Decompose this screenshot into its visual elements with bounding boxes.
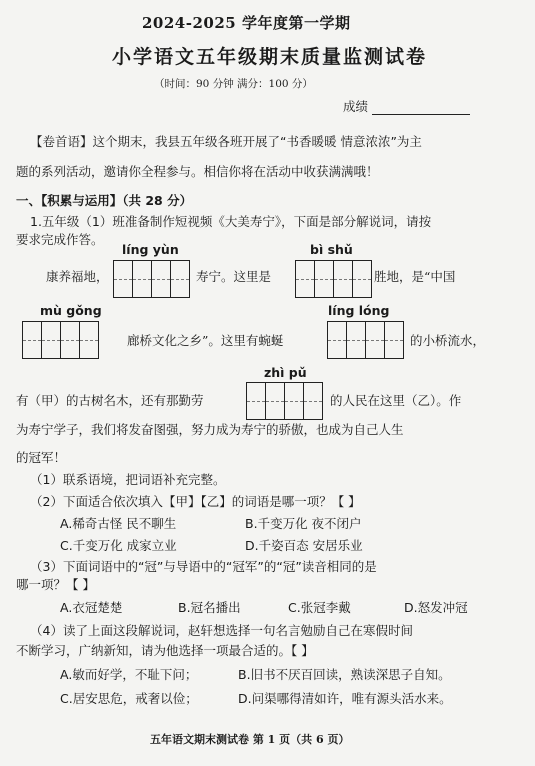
option-text: 稀奇古怪 民不聊生 — [72, 516, 177, 531]
option-text: 居安思危，戒奢以俭； — [72, 691, 198, 706]
option-a[interactable] — [60, 518, 176, 531]
option-text: 衣冠楚楚 — [72, 600, 123, 615]
grid-cell[interactable] — [247, 383, 266, 419]
option-a[interactable] — [60, 669, 197, 682]
passage-text: 胜地，是“中国 — [374, 269, 456, 284]
option-label: B. — [238, 667, 251, 682]
option-label: C. — [60, 691, 73, 706]
option-text: 敏而好学，不耻下问； — [72, 667, 198, 682]
passage-text: 的小桥流水， — [410, 333, 486, 348]
option-text: 千变万化 成家立业 — [72, 538, 177, 553]
grid-cell[interactable] — [353, 261, 371, 297]
score-label: 成绩 — [343, 99, 369, 114]
option-text: 千姿百态 安居乐业 — [258, 538, 363, 553]
sub-question-3-line-1: （3）下面词语中的“冠”与导语中的“冠军”的“冠”读音相同的是 — [30, 559, 377, 574]
option-b[interactable] — [245, 518, 362, 531]
pinyin-zhipu: zhì pǔ — [264, 365, 307, 380]
grid-cell[interactable] — [133, 261, 152, 297]
passage-text: 的人民在这里（乙）。作 — [330, 393, 462, 408]
grid-cell[interactable] — [315, 261, 334, 297]
option-text: 张冠李戴 — [300, 600, 351, 615]
grid-cell[interactable] — [152, 261, 171, 297]
option-label: B. — [245, 516, 258, 531]
passage-text: 为寿宁学子，我们将发奋图强，努力成为寿宁的骄傲，也成为自己人生 — [16, 422, 404, 437]
grid-cell[interactable] — [80, 322, 98, 358]
option-text: 旧书不厌百回读，熟读深思子自知。 — [250, 667, 451, 682]
option-label: A. — [60, 600, 73, 615]
grid-cell[interactable] — [266, 383, 285, 419]
passage-text: 寿宁。这里是 — [196, 269, 272, 284]
page-title: 小学语文五年级期末质量监测试卷 — [112, 46, 428, 68]
pinyin-lingyun: líng yùn — [122, 242, 179, 257]
option-d[interactable] — [238, 693, 452, 706]
option-b[interactable] — [178, 602, 241, 615]
passage-text: 康养福地， — [46, 269, 109, 284]
grid-cell[interactable] — [328, 322, 347, 358]
score-blank[interactable] — [372, 114, 470, 115]
grid-cell[interactable] — [61, 322, 80, 358]
grid-cell[interactable] — [385, 322, 403, 358]
answer-grid-mugong[interactable] — [22, 321, 99, 359]
sub-question-1: （1）联系语境，把词语补充完整。 — [30, 472, 226, 487]
option-label: B. — [178, 600, 191, 615]
option-label: A. — [60, 516, 73, 531]
question-1-line-1: 1.五年级（1）班准备制作短视频《大美寿宁》，下面是部分解说词，请按 — [30, 214, 432, 229]
grid-cell[interactable] — [296, 261, 315, 297]
grid-cell[interactable] — [114, 261, 133, 297]
exam-meta: （时间：90 分钟 满分：100 分） — [154, 78, 313, 90]
pinyin-linglong: líng lóng — [328, 303, 390, 318]
grid-cell[interactable] — [42, 322, 61, 358]
sub-question-3-line-2: 哪一项？【 】 — [16, 577, 95, 592]
intro-line-2: 题的系列活动，邀请你全程参与。相信你将在活动中收获满满哦！ — [16, 164, 379, 179]
option-c[interactable] — [288, 602, 351, 615]
pinyin-bishu: bì shǔ — [310, 242, 353, 257]
answer-grid-linglong[interactable] — [327, 321, 404, 359]
option-label: C. — [60, 538, 73, 553]
option-label: A. — [60, 667, 73, 682]
sub-question-2: （2）下面适合依次填入【甲】【乙】的词语是哪一项？【 】 — [30, 494, 361, 509]
option-b[interactable] — [238, 669, 451, 682]
option-text: 问渠哪得清如许，唯有源头活水来。 — [251, 691, 452, 706]
option-c[interactable] — [60, 540, 177, 553]
passage-text: 的冠军！ — [16, 450, 67, 465]
option-label: D. — [245, 538, 259, 553]
option-text: 冠名播出 — [190, 600, 241, 615]
pinyin-mugong: mù gǒng — [40, 303, 102, 318]
grid-cell[interactable] — [171, 261, 189, 297]
option-c[interactable] — [60, 693, 198, 706]
question-1-line-2: 要求完成作答。 — [16, 232, 104, 247]
passage-text: 有（甲）的古树名木，还有那勤劳 — [16, 393, 204, 408]
option-text: 怒发冲冠 — [417, 600, 468, 615]
grid-cell[interactable] — [366, 322, 385, 358]
grid-cell[interactable] — [347, 322, 366, 358]
passage-text: 廊桥文化之乡”。这里有蜿蜒 — [127, 333, 284, 348]
grid-cell[interactable] — [304, 383, 322, 419]
page-footer: 五年语文期末测试卷 第 1 页（共 6 页） — [150, 733, 350, 746]
answer-grid-bishu[interactable] — [295, 260, 372, 298]
answer-grid-lingyun[interactable] — [113, 260, 190, 298]
answer-grid-zhipu[interactable] — [246, 382, 323, 420]
option-label: D. — [238, 691, 252, 706]
grid-cell[interactable] — [334, 261, 353, 297]
option-label: C. — [288, 600, 301, 615]
sub-question-4-line-1: （4）读了上面这段解说词，赵轩想选择一句名言勉励自己在寒假时间 — [30, 623, 413, 638]
grid-cell[interactable] — [285, 383, 304, 419]
option-text: 千变万化 夜不闭户 — [257, 516, 362, 531]
sub-question-4-line-2: 不断学习，广纳新知，请为他选择一项最合适的。【 】 — [16, 643, 314, 658]
grid-cell[interactable] — [23, 322, 42, 358]
option-d[interactable] — [245, 540, 363, 553]
option-label: D. — [404, 600, 418, 615]
option-d[interactable] — [404, 602, 468, 615]
school-year: 2024-2025 学年度第一学期 — [142, 14, 351, 32]
intro-line-1: 【卷首语】这个期末，我县五年级各班开展了“书香暖暖 情意浓浓”为主 — [30, 134, 422, 149]
option-a[interactable] — [60, 602, 122, 615]
section-heading: 一、【积累与运用】（共 28 分） — [16, 193, 193, 208]
